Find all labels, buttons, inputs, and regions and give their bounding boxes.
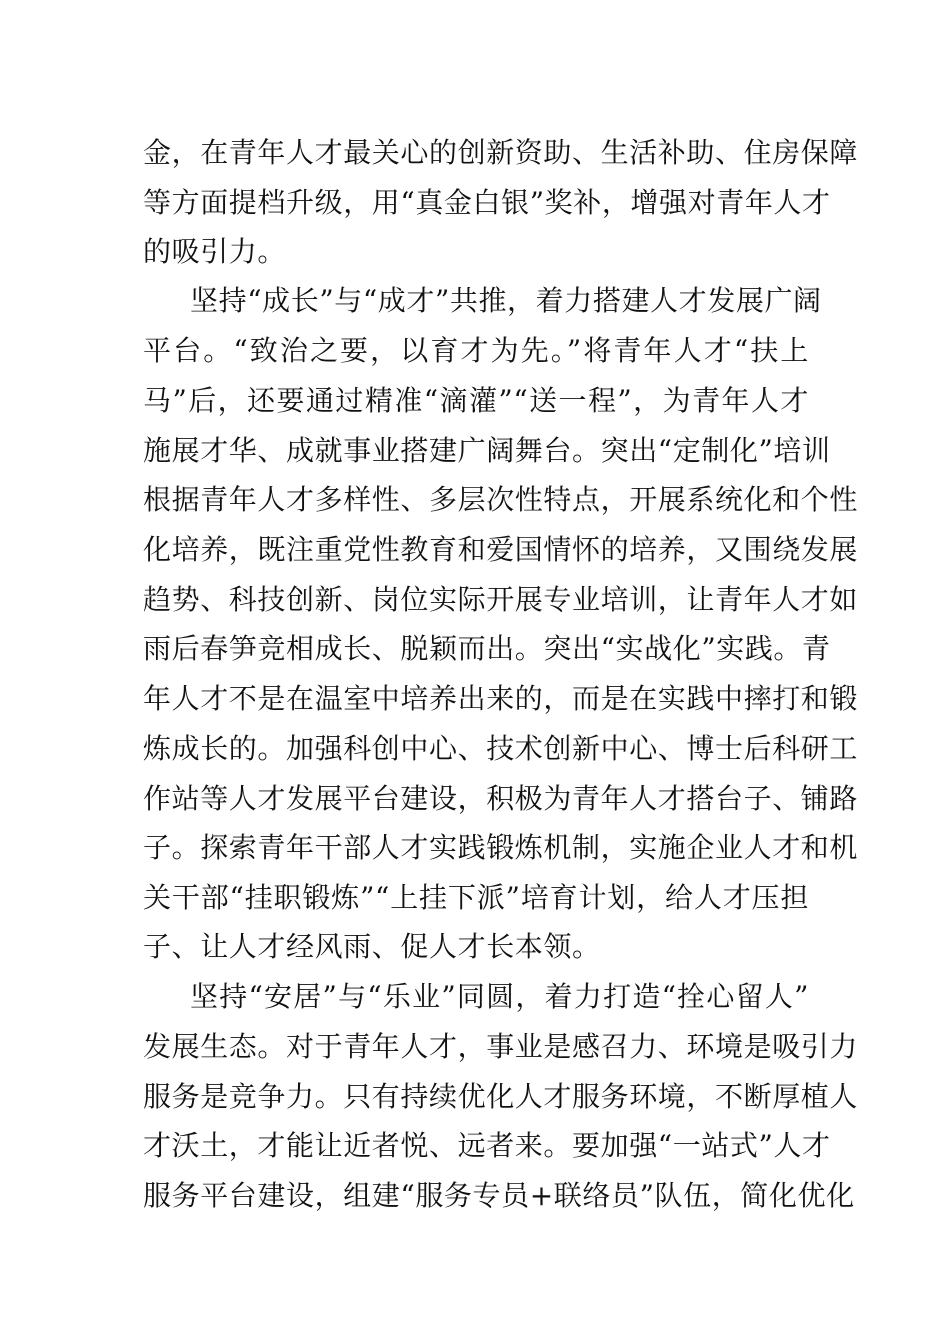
text-line: 子、让人才经风雨、促人才长本领。 (143, 930, 601, 963)
text-line: 作站等人才发展平台建设，积极为青年人才搭台子、铺路 (143, 782, 859, 815)
text-line: 平台。“致治之要，以育才为先。”将青年人才“扶上 (143, 334, 809, 367)
text-line: 发展生态。对于青年人才，事业是感召力、环境是吸引力 (143, 1030, 859, 1063)
text-line: 炼成长的。加强科创中心、技术创新中心、博士后科研工 (143, 732, 859, 765)
text-line: 等方面提档升级，用“真金白银”奖补，增强对青年人才 (143, 186, 831, 219)
text-line: 雨后春笋竞相成长、脱颖而出。突出“实战化”实践。青 (143, 632, 831, 665)
text-line: 施展才华、成就事业搭建广阔舞台。突出“定制化”培训 (143, 434, 831, 467)
text-line: 金，在青年人才最关心的创新资助、生活补助、住房保障 (143, 136, 859, 169)
text-line: 子。探索青年干部人才实践锻炼机制，实施企业人才和机 (143, 831, 859, 864)
text-line: 根据青年人才多样性、多层次性特点，开展系统化和个性 (143, 483, 859, 516)
paragraph-first-line: 坚持“成长”与“成才”共推，着力搭建人才发展广阔 (190, 284, 822, 317)
text-line: 马”后，还要通过精准“滴灌”“送一程”，为青年人才 (143, 384, 809, 417)
text-line: 才沃土，才能让近者悦、远者来。要加强“一站式”人才 (143, 1129, 831, 1162)
text-line: 关干部“挂职锻炼”“上挂下派”培育计划，给人才压担 (143, 881, 809, 914)
paragraph-first-line: 坚持“安居”与“乐业”同圆，着力打造“拴心留人” (190, 980, 809, 1013)
text-line: 服务平台建设，组建“服务专员+联络员”队伍，简化优化 (143, 1179, 855, 1212)
text-line: 的吸引力。 (143, 235, 287, 268)
text-line: 化培养，既注重党性教育和爱国情怀的培养，又围绕发展 (143, 533, 859, 566)
text-line: 趋势、科技创新、岗位实际开展专业培训，让青年人才如 (143, 583, 859, 616)
text-line: 年人才不是在温室中培养出来的，而是在实践中摔打和锻 (143, 682, 859, 715)
text-line: 服务是竞争力。只有持续优化人才服务环境，不断厚植人 (143, 1080, 859, 1113)
